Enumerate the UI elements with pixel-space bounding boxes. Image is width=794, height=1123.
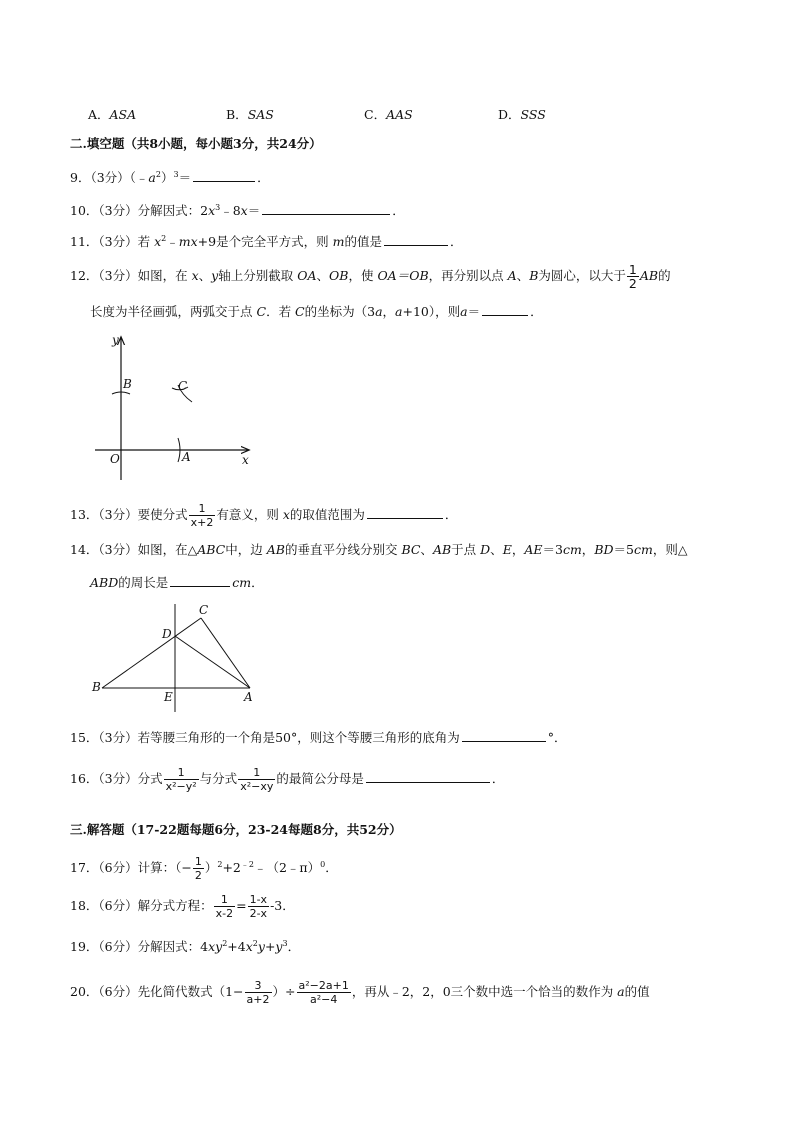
fraction-half: $\frac{1}{2}$ — [194, 855, 202, 883]
answer-blank[interactable] — [193, 169, 255, 182]
fraction-1: $\frac{3}{a+2}$ — [246, 979, 270, 1006]
question-12-line-2: 长度为半径画弧，两弧交于点 C．若 C的坐标为（3a，a+10），则a＝ ． — [90, 304, 543, 319]
fraction-1: $\frac{1}{x-2}$ — [215, 893, 234, 920]
question-15: 15．（3分）若等腰三角形的一个角是50°，则这个等腰三角形的底角为 °． — [70, 730, 567, 745]
answer-blank[interactable] — [170, 574, 230, 587]
label-y: y — [112, 333, 119, 347]
option-a: A．ASA — [88, 107, 137, 122]
question-9: 9．（3分）$(﹣a^2)^3=$ ． — [70, 170, 270, 186]
fraction-2: $\frac{\text{a²−2a+1}}{\text{a²−4}}$ — [298, 979, 349, 1006]
segment-da — [175, 636, 250, 688]
fraction-2: $\frac{1-x}{2-x}$ — [249, 893, 268, 920]
label-a: A — [244, 690, 253, 704]
label-b: B — [92, 680, 101, 694]
answer-blank[interactable] — [367, 506, 443, 519]
label-d: D — [162, 627, 172, 641]
option-d: D．SSS — [498, 107, 546, 122]
label-o: O — [110, 452, 120, 466]
fraction: $\frac{1}{x+2}$ — [190, 502, 214, 529]
question-14: 14．（3分）如图，在△ABC中，边 AB的垂直平分线分别交 BC、AB于点 D、E，AE＝3cm，BD＝5cm，则△ — [70, 542, 688, 557]
section-fill-in-title: 二.填空题（共8小题，每小题3分，共24分） — [70, 136, 322, 151]
label-b: B — [123, 377, 132, 391]
option-b: B．SAS — [226, 107, 274, 122]
question-13: 13．（3分）要使分式 $\frac{1}{x+2}$ 有意义，则 x的取值范围为 ． — [70, 502, 458, 529]
label-e: E — [164, 690, 173, 704]
question-17: 17．（6分）计算：（− $\frac{1}{2}$ ）$^2+2^{﹣2}﹣(2﹣\pi)^0$． — [70, 855, 338, 883]
question-11: 11．（3分）若 $x^2﹣mx+9$是个完全平方式，则 m的值是 ． — [70, 234, 463, 250]
question-16: 16．（3分）分式 $\frac{1}{\text{x²−y²}}$ 与分式 $\frac{1}{\text{x²−xy}}$ 的最简公分母是 ． — [70, 766, 505, 793]
question-10: 10．（3分）分解因式：$2x^3﹣8x=$ ． — [70, 203, 405, 219]
answer-blank[interactable] — [462, 729, 546, 742]
segment-ca — [201, 618, 250, 688]
question-12: 12．（3分）如图，在 x、y轴上分别截取 OA、OB，使 OA＝OB，再分别以点 A、B为圆心，以大于 $\frac{1}{2}$ AB的 — [70, 262, 671, 291]
figure-coordinate-axes — [90, 330, 260, 485]
answer-blank[interactable] — [262, 202, 390, 215]
figure-triangle — [88, 600, 263, 715]
option-c: C．AAS — [364, 107, 413, 122]
fraction-1: $\frac{1}{\text{x²−y²}}$ — [165, 766, 197, 793]
section-solve-title: 三.解答题（17-22题每题6分，23-24每题8分，共52分） — [70, 822, 402, 837]
question-14-line-2: ABD的周长是 cm． — [90, 575, 264, 590]
question-18: 18．（6分）解分式方程： $\frac{1}{x-2}$ = $\frac{1-x}{2-x}$ -3． — [70, 893, 295, 920]
question-19: 19．（6分）分解因式：$4xy^2+4x^2y+y^3$． — [70, 939, 301, 955]
label-a: A — [182, 450, 191, 464]
fraction-2: $\frac{1}{\text{x²−xy}}$ — [240, 766, 274, 793]
label-c: C — [199, 603, 209, 617]
answer-blank[interactable] — [482, 303, 528, 316]
answer-blank[interactable] — [366, 770, 490, 783]
answer-blank[interactable] — [384, 233, 448, 246]
label-c: C — [178, 379, 188, 393]
label-x: x — [242, 453, 249, 467]
question-20: 20．（6分）先化简代数式（1− $\frac{3}{a+2}$ ）÷ $\frac{\text{a²−2a+1}}{\text{a²−4}}$ ，再从﹣2，2，0三个数中选一个恰当的数作为 a的值 — [70, 979, 650, 1006]
fraction-half: $\frac{1}{2}$ — [628, 262, 637, 291]
segment-bc — [102, 618, 201, 688]
